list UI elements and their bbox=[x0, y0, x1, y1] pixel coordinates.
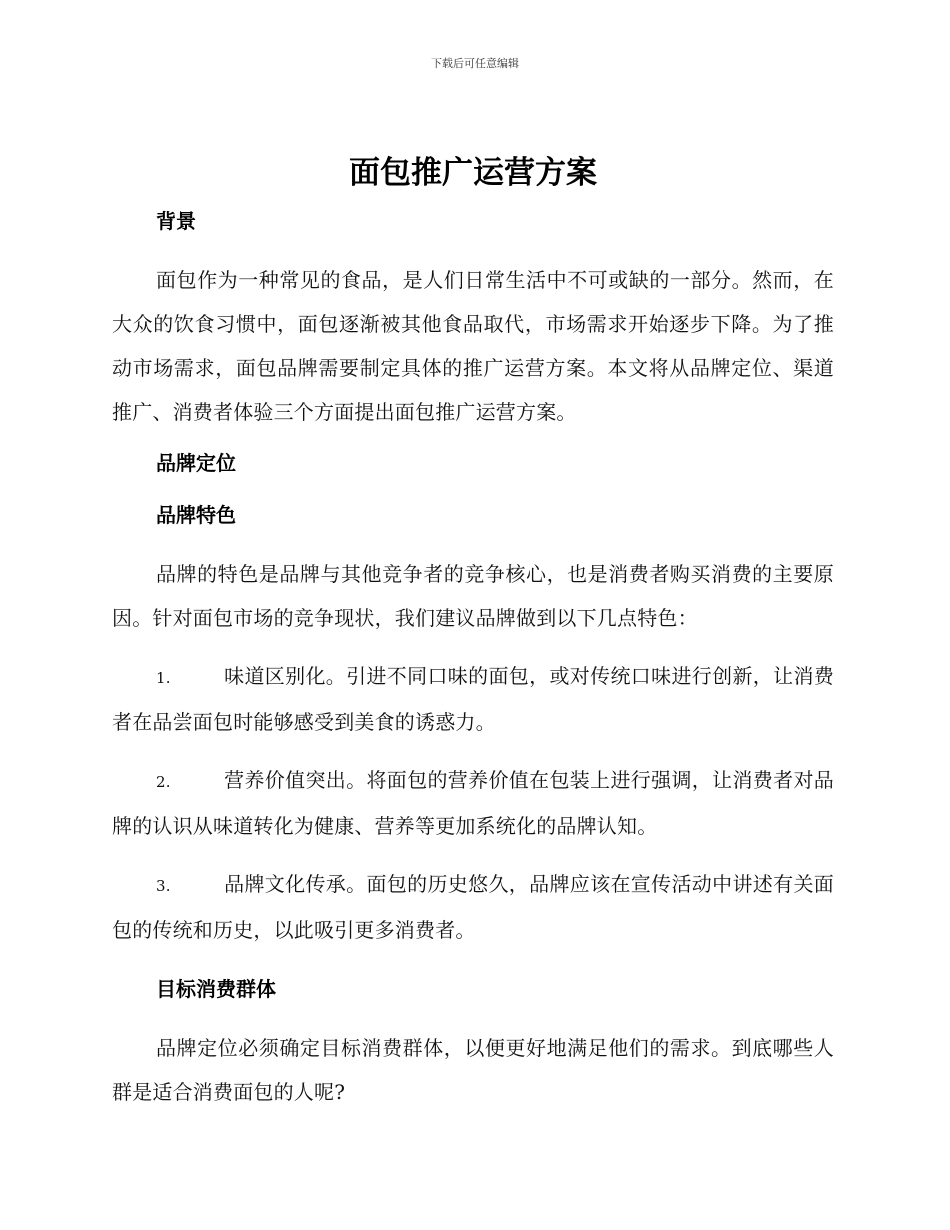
list-item bbox=[112, 654, 834, 744]
list-number: 1. bbox=[156, 669, 171, 687]
list-number: 2. bbox=[156, 773, 171, 791]
paragraph-background: 面包作为一种常见的食品，是人们日常生活中不可或缺的一部分。然而，在大众的饮食习惯中，面包逐渐被其他食品取代，市场需求开始逐步下降。为了推动市场需求，面包品牌需要制定具体的推广运营方案。本文将从品牌定位、渠道推广、消费者体验三个方面提出面包推广运营方案。 bbox=[112, 268, 834, 424]
paragraph-brand-features: 品牌的特色是品牌与其他竞争者的竞争核心，也是消费者购买消费的主要原因。针对面包市场的竞争现状，我们建议品牌做到以下几点特色： bbox=[112, 562, 834, 630]
document-title: 面包推广运营方案 bbox=[349, 155, 597, 191]
list-number: 3. bbox=[156, 877, 171, 895]
list-text: 营养价值突出。将面包的营养价值在包装上进行强调，让消费者对品牌的认识从味道转化为健康、营养等更加系统化的品牌认知。 bbox=[112, 768, 834, 838]
list-item bbox=[112, 758, 834, 848]
list-item bbox=[112, 862, 834, 952]
list-text: 味道区别化。引进不同口味的面包，或对传统口味进行创新，让消费者在品尝面包时能够感受到美食的诱惑力。 bbox=[112, 664, 834, 734]
paragraph-target-consumers: 品牌定位必须确定目标消费群体，以便更好地满足他们的需求。到底哪些人群是适合消费面包的人呢? bbox=[112, 1036, 834, 1104]
section-heading-brand-features: 品牌特色 bbox=[156, 503, 236, 527]
section-heading-target-consumers: 目标消费群体 bbox=[156, 977, 276, 1001]
section-heading-brand-positioning: 品牌定位 bbox=[156, 451, 236, 475]
section-heading-background: 背景 bbox=[156, 209, 196, 233]
document-body bbox=[112, 150, 834, 1114]
page-header-note: 下载后可任意编辑 bbox=[431, 57, 519, 70]
list-text: 品牌文化传承。面包的历史悠久，品牌应该在宣传活动中讲述有关面包的传统和历史，以此吸引更多消费者。 bbox=[112, 872, 834, 942]
